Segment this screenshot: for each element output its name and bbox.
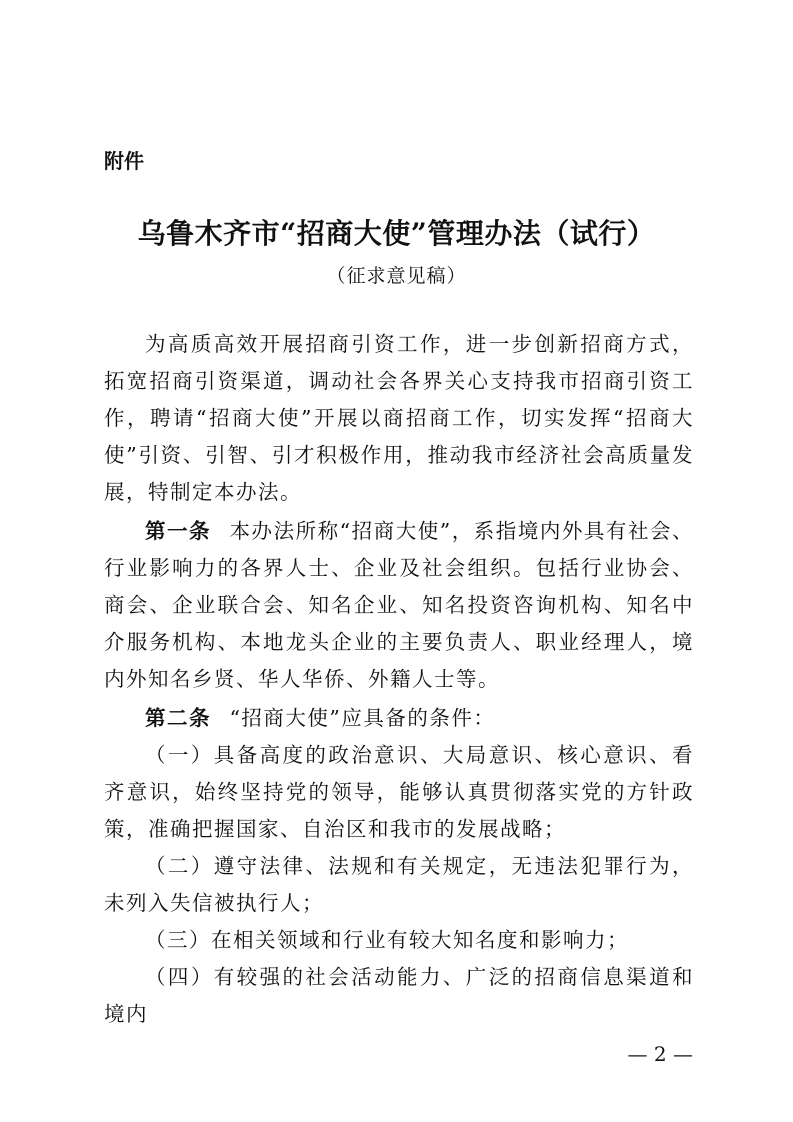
article-2-item-3: （三）在相关领域和行业有较大知名度和影响力； [145, 928, 629, 952]
document-title: 乌鲁木齐市“招商大使”管理办法（试行） [137, 217, 656, 250]
article-1-paragraph [104, 513, 694, 698]
article-2-text: “招商大使”应具备的条件： [229, 706, 496, 730]
attachment-label: 附件 [104, 149, 144, 173]
article-2-item-1: （一）具备高度的政治意识、大局意识、核心意识、看齐意识，始终坚持党的领导，能够认真贯彻落实党的方针政策，准确把握国家、自治区和我市的发展战略； [104, 743, 694, 841]
article-2-paragraph [104, 700, 694, 737]
document-body [104, 326, 694, 1033]
article-2-item-4: （四）有较强的社会活动能力、广泛的招商信息渠道和境内 [104, 965, 694, 1026]
page-number: — 2 — [627, 1042, 693, 1066]
document-subtitle: （征求意见稿） [326, 265, 467, 287]
article-2-label: 第二条 [145, 706, 211, 730]
preamble-paragraph: 为高质高效开展招商引资工作，进一步创新招商方式，拓宽招商引资渠道，调动社会各界关心支持我市招商引资工作，聘请“招商大使”开展以商招商工作，切实发挥“招商大使”引资、引智、引才积极作用，推动我市经济社会高质量发展，特制定本办法。 [104, 332, 694, 504]
article-2-item-2: （二）遵守法律、法规和有关规定，无违法犯罪行为，未列入失信被执行人； [104, 854, 694, 915]
article-1-text: 本办法所称“招商大使”，系指境内外具有社会、行业影响力的各界人士、企业及社会组织。包括行业协会、商会、企业联合会、知名企业、知名投资咨询机构、知名中介服务机构、本地龙头企业的主要负责人、职业经理人，境内外知名乡贤、华人华侨、外籍人士等。 [104, 519, 694, 691]
article-1-label: 第一条 [145, 519, 212, 543]
